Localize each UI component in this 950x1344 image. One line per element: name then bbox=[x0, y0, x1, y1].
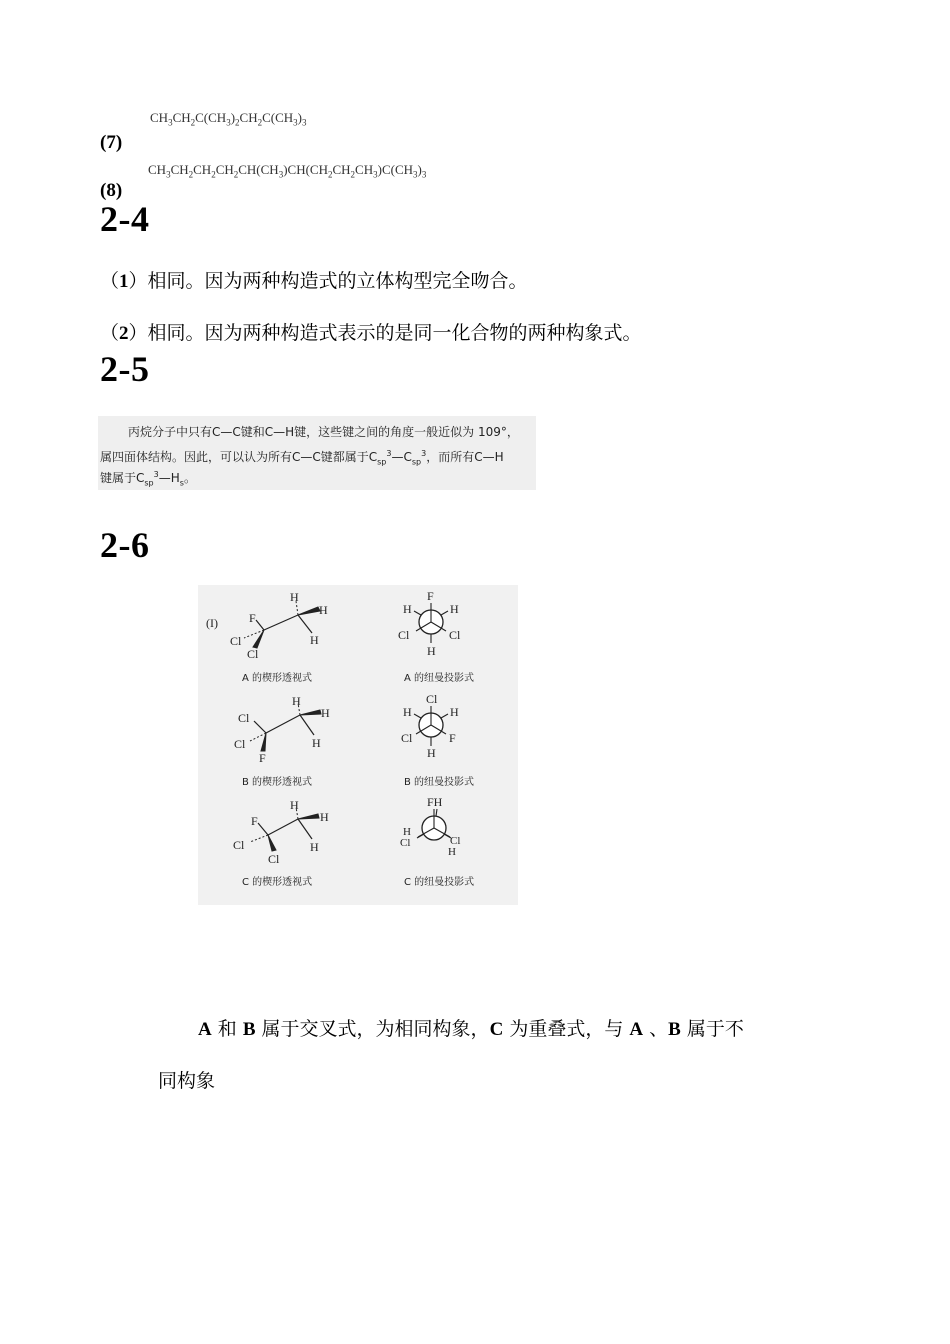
scan-line-3: 键属于$C_{sp}^3—H_s$。 bbox=[100, 470, 196, 488]
conclusion-line-1: A 和 B 属于交叉式，为相同构象，C 为重叠式，与 A 、B 属于不 bbox=[198, 1018, 744, 1040]
svg-text:Cl: Cl bbox=[398, 628, 410, 642]
caption-a-wedge: A 的楔形透视式 bbox=[242, 673, 313, 684]
svg-text:Cl: Cl bbox=[247, 647, 259, 661]
svg-text:Cl: Cl bbox=[238, 711, 250, 725]
b-wedge-structure bbox=[234, 694, 330, 765]
svg-text:Cl: Cl bbox=[426, 692, 438, 706]
svg-text:Cl: Cl bbox=[230, 634, 242, 648]
svg-text:H: H bbox=[320, 810, 329, 824]
answer-2-4-1: （1）相同。因为两种构造式的立体构型完全吻合。 bbox=[100, 270, 528, 292]
svg-text:Cl: Cl bbox=[401, 731, 413, 745]
formula-8: $CH_3CH_2CH_2CH_2CH(CH_3)CH(CH_2CH_2CH_3)C(CH_3)_3$ bbox=[148, 162, 427, 180]
question-number-7: (7) bbox=[100, 132, 123, 153]
answer-2-4-2: （2）相同。因为两种构造式表示的是同一化合物的两种构象式。 bbox=[100, 322, 642, 344]
svg-text:H: H bbox=[290, 590, 299, 604]
caption-b-newman: B 的纽曼投影式 bbox=[404, 777, 475, 788]
a-wedge-structure bbox=[230, 590, 328, 661]
svg-text:F: F bbox=[251, 814, 258, 828]
svg-text:H: H bbox=[292, 694, 301, 708]
svg-text:H: H bbox=[312, 736, 321, 750]
svg-text:H: H bbox=[310, 633, 319, 647]
scanned-answer-2-5 bbox=[98, 416, 536, 490]
c-wedge-structure bbox=[233, 798, 329, 866]
svg-text:H: H bbox=[290, 798, 299, 812]
heading-2-5: 2-5 bbox=[100, 349, 150, 389]
scan-line-2: 属四面体结构。因此，可以认为所有C—C键都属于$C_{sp}^3—C_{sp}^3$，而所有C—H bbox=[100, 449, 504, 467]
conformation-figure bbox=[198, 585, 518, 905]
svg-text:H: H bbox=[448, 846, 456, 858]
conclusion-line-2: 同构象 bbox=[158, 1070, 216, 1092]
svg-text:H: H bbox=[450, 705, 459, 719]
svg-text:H: H bbox=[310, 840, 319, 854]
svg-text:Cl: Cl bbox=[268, 852, 280, 866]
c-newman-projection bbox=[400, 795, 460, 858]
caption-a-newman: A 的纽曼投影式 bbox=[404, 673, 475, 684]
a-newman-projection bbox=[398, 589, 461, 658]
svg-text:Cl: Cl bbox=[449, 628, 461, 642]
svg-text:H: H bbox=[319, 603, 328, 617]
svg-text:Cl: Cl bbox=[234, 737, 246, 751]
svg-text:Cl: Cl bbox=[400, 837, 411, 849]
svg-text:H: H bbox=[450, 602, 459, 616]
figure-label: (I) bbox=[206, 616, 218, 630]
b-newman-projection bbox=[401, 692, 459, 760]
svg-text:F: F bbox=[427, 589, 434, 603]
caption-c-wedge: C 的楔形透视式 bbox=[242, 877, 313, 888]
caption-c-newman: C 的纽曼投影式 bbox=[404, 877, 475, 888]
heading-2-4: 2-4 bbox=[100, 199, 150, 239]
svg-text:F: F bbox=[259, 751, 266, 765]
scan-line-1: 丙烷分子中只有C—C键和C—H键，这些键之间的角度一般近似为 109°， bbox=[128, 425, 519, 439]
svg-text:H: H bbox=[427, 644, 436, 658]
svg-text:Cl: Cl bbox=[450, 835, 461, 847]
formula-7: $CH_3CH_2C(CH_3)_2CH_2C(CH_3)_3$ bbox=[150, 110, 307, 128]
svg-text:H: H bbox=[403, 826, 411, 838]
svg-text:H: H bbox=[403, 602, 412, 616]
svg-text:F: F bbox=[449, 731, 456, 745]
question-number-8: (8) bbox=[100, 180, 123, 201]
svg-text:H: H bbox=[403, 705, 412, 719]
heading-2-6: 2-6 bbox=[100, 525, 150, 565]
svg-text:H: H bbox=[321, 706, 330, 720]
svg-text:F: F bbox=[249, 611, 256, 625]
svg-text:Cl: Cl bbox=[233, 838, 245, 852]
svg-text:H: H bbox=[427, 746, 436, 760]
svg-text:FH: FH bbox=[427, 795, 443, 809]
caption-b-wedge: B 的楔形透视式 bbox=[242, 777, 313, 788]
